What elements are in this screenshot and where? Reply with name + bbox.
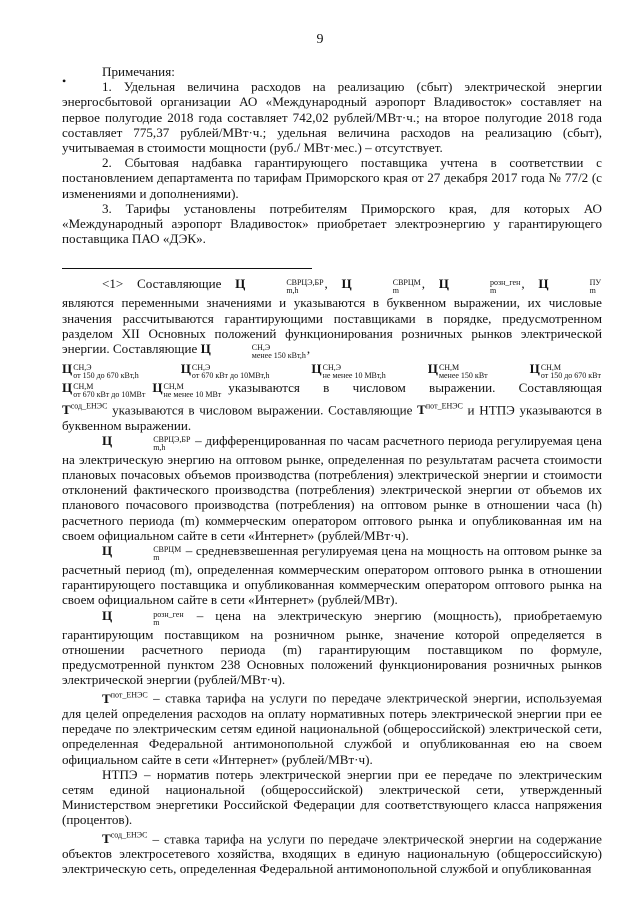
def-ntpe — [62, 767, 602, 828]
formula-c-pu: Ц ПУ m — [538, 276, 602, 296]
def-rozn-symbol: Ц розн_ген m — [102, 607, 184, 627]
def-rozn-text: – цена на электрическую энергию (мощность), приобретаемую гарантирующим поставщиком на розничном рынке, значение которой определяется в отношении расчетного периода (m) гарантирующим поставщиком по формуле, предусмотренной пунктом 238 Основных положений функционирования розничных рынков электрической энергии (рублей/МВт·ч). — [62, 607, 602, 688]
formula-c-snm-670-10: Ц СН,М от 670 кВт до 10МВт — [62, 380, 146, 400]
def-pot — [62, 687, 602, 766]
formula-c-sne-670-10: Ц СН,Э от 670 кВт до 10МВт,h — [180, 361, 270, 381]
note-1: 1. Удельная величина расходов на реализацию (сбыт) электрической энергии энергосбытовой организации АО «Международный аэропорт Владивосток» составляет на первое полугодие 2018 года составляет 742,02 рублей/МВт·ч.; на второе полугодие 2018 года составляет 775,37 рублей/МВт·ч.; удельная величина расходов на реализацию (сбыт), учитываемая в стоимости мощности (руб./ МВт·мес.) – отсутствует. — [62, 79, 602, 156]
footnote-intro-4: указываются в буквенном выражении. — [62, 402, 602, 433]
footnote-intro-and: и — [467, 402, 475, 418]
formula-c-svrcz: Ц СВРЦЭ,БР m,h — [235, 276, 324, 296]
symbols-row-1 — [62, 361, 602, 380]
page-number: 9 — [316, 32, 324, 47]
formula-t-pot: $Т^{пот\_ЕНЭС}$ — [417, 402, 463, 418]
formula-c-sne-150: Ц СН,Э менее 150 кВт,h — [200, 341, 306, 361]
note-2: 2. Сбытовая надбавка гарантирующего поставщика учтена в соответствии с постановлением департамента по тарифам Приморского края от 27 декабря 2017 года № 77/2 (с изменениями и дополнениями). — [62, 155, 602, 201]
formula-c-sne-10mw: Ц СН,Э не менее 10 МВт,h — [311, 361, 386, 381]
footnote-intro-start: <1> Составляющие — [102, 276, 222, 292]
formula-c-rozn: Ц розн_ген m — [438, 276, 521, 296]
formula-c-snm-10mw: Ц СН,М не менее 10 МВт — [152, 380, 222, 400]
formula-c-sne-150-670: Ц СН,Э от 150 до 670 кВт,h — [62, 361, 139, 381]
notes-heading: Примечания: — [102, 64, 175, 79]
footnote-intro-cont — [62, 399, 602, 433]
def-rozn — [62, 608, 602, 688]
note-3: 3. Тарифы установлены потребителям Приморского края, для которых АО «Международный аэропорт Владивосток» приобретает электроэнергию у гарантирующего поставщика ПАО «ДЭК». — [62, 200, 602, 247]
formula-c-svrcm: Ц СВРЦМ m — [341, 276, 421, 296]
margin-dot: • — [62, 74, 67, 88]
footnote-intro: <1> Составляющие Ц СВРЦЭ,БР m,h , Ц СВРЦМ m , Ц розн_ген m , Ц ПУ m являются переменными значениями и указываются в буквенном выражении, их числовые значения рассчитываются гарантирующими поставщиками в порядке, предусмотренном разделом XII Основных положений функционирования розничных рынков электрической энергии. Составляющие Ц СН,Э менее 150 кВт,h , — [62, 276, 602, 361]
footnote-intro-1: являются переменными значениями и указываются в буквенном выражении, их числовые значения рассчитываются гарантирующими поставщиками в порядке, предусмотренном разделом XII Основных положений функционирования розничных рынков электрической энергии. Составляющие — [62, 295, 602, 357]
symbols-row-2 — [62, 380, 602, 399]
def-sod — [62, 828, 602, 877]
formula-c-snm-150: Ц СН,М менее 150 кВт — [427, 361, 488, 381]
footnote-intro-3: указываются в числовом выражении. Составляющие — [112, 402, 413, 418]
formula-t-sod: $Т^{сод\_ЕНЭС}$ — [62, 402, 108, 418]
footnote-intro-2: указываются в числовом выражении. Составляющая — [228, 380, 602, 396]
def-sod-symbol: $Т^{сод\_ЕНЭС}$ — [102, 830, 148, 846]
def-svrcm — [62, 543, 602, 608]
def-svrcm-symbol: Ц СВРЦМ m — [102, 543, 182, 563]
footnote-divider — [62, 268, 312, 269]
formula-c-snm-150-670: Ц СН,М от 150 до 670 кВт — [529, 361, 601, 381]
def-svrcm-text: – средневзвешенная регулируемая цена на мощность на оптовом рынке за расчетный период (m), определенная коммерческим оператором оптового рынка в отношении гарантирующего поставщика и опубликованная коммерческим оператором оптового рынка на своем официальном сайте в сети «Интернет» (рублей/МВт). — [62, 543, 602, 608]
def-ntpe-text: – норматив потерь электрической энергии при ее передаче по электрическим сетям единой национальной (общероссийской) электрической сети, утвержденный Министерством энергетики Российской Федерации для соответствующего класса напряжения (процентов). — [62, 766, 602, 828]
def-svrcz-symbol: Ц СВРЦЭ,БР m,h — [102, 432, 191, 452]
def-pot-symbol: $Т^{пот\_ЕНЭС}$ — [102, 690, 148, 706]
def-ntpe-symbol: НТПЭ — [102, 766, 138, 782]
def-svrcz — [62, 433, 602, 543]
document-body — [62, 64, 602, 877]
def-sod-text: – ставка тарифа на услуги по передаче электрической энергии на содержание объектов электросетевого хозяйства, входящих в единую национальную (общероссийскую) электрическую сеть, определенная Федеральной антимонопольной службой и опубликованная — [62, 831, 602, 877]
formula-ntpe: НТПЭ — [479, 402, 515, 418]
def-svrcz-text: – дифференцированная по часам расчетного периода регулируемая цена на электрическую энергию на оптовом рынке, определенная по результатам расчета стоимости плановых почасовых объемов производства (потребления) электрической энергии и стоимости отклонений фактического производства (потребления) электрической энергии от объемов их планового почасового производства (потребления) на оптовом рынке в отношении часа (h) расчетного периода (m) коммерческим оператором оптового рынка и опубликованная им на своем официальном сайте в сети «Интернет» (рублей/МВт·ч). — [62, 432, 602, 543]
def-pot-text: – ставка тарифа на услуги по передаче электрической энергии, используемая для целей определения расходов на оплату нормативных потерь электрической энергии при ее передаче по электрическим сетям единой национальной (общероссийской) электрической сети, определенная Федеральной антимонопольной службой и опубликованная ею на своем официальном сайте в сети «Интернет» (рублей/МВт·ч). — [62, 690, 603, 767]
